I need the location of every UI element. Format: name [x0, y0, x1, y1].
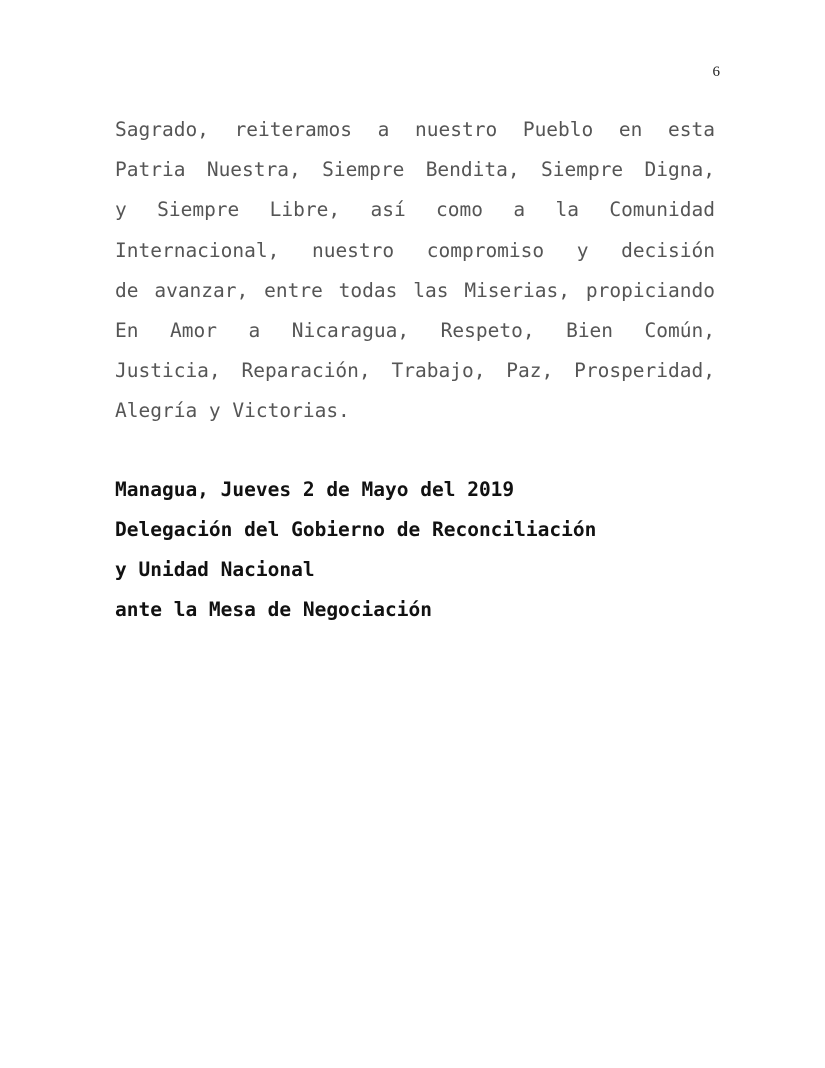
- page-number: 6: [712, 64, 720, 80]
- place-date-line: Managua, Jueves 2 de Mayo del 2019: [115, 478, 515, 501]
- body-line: y Siempre Libre, así como a la Comunidad: [115, 198, 715, 222]
- delegation-line: ante la Mesa de Negociación: [115, 598, 432, 621]
- delegation-line: y Unidad Nacional: [115, 558, 315, 581]
- body-line: de avanzar, entre todas las Miserias, propiciando: [115, 278, 715, 302]
- body-line: Sagrado, reiteramos a nuestro Pueblo en esta: [115, 118, 715, 141]
- delegation-line: Delegación del Gobierno de Reconciliación: [115, 518, 597, 541]
- signature-block: [115, 470, 735, 630]
- body-line: En Amor a Nicaragua, Respeto, Bien Común,: [115, 318, 715, 342]
- body-line: Alegría y Victorias.: [115, 399, 350, 423]
- body-paragraph: [115, 110, 715, 432]
- body-line: Internacional, nuestro compromiso y decisión: [115, 238, 715, 262]
- body-line: Justicia, Reparación, Trabajo, Paz, Prosperidad,: [115, 359, 715, 383]
- body-line: Patria Nuestra, Siempre Bendita, Siempre Digna,: [115, 158, 715, 182]
